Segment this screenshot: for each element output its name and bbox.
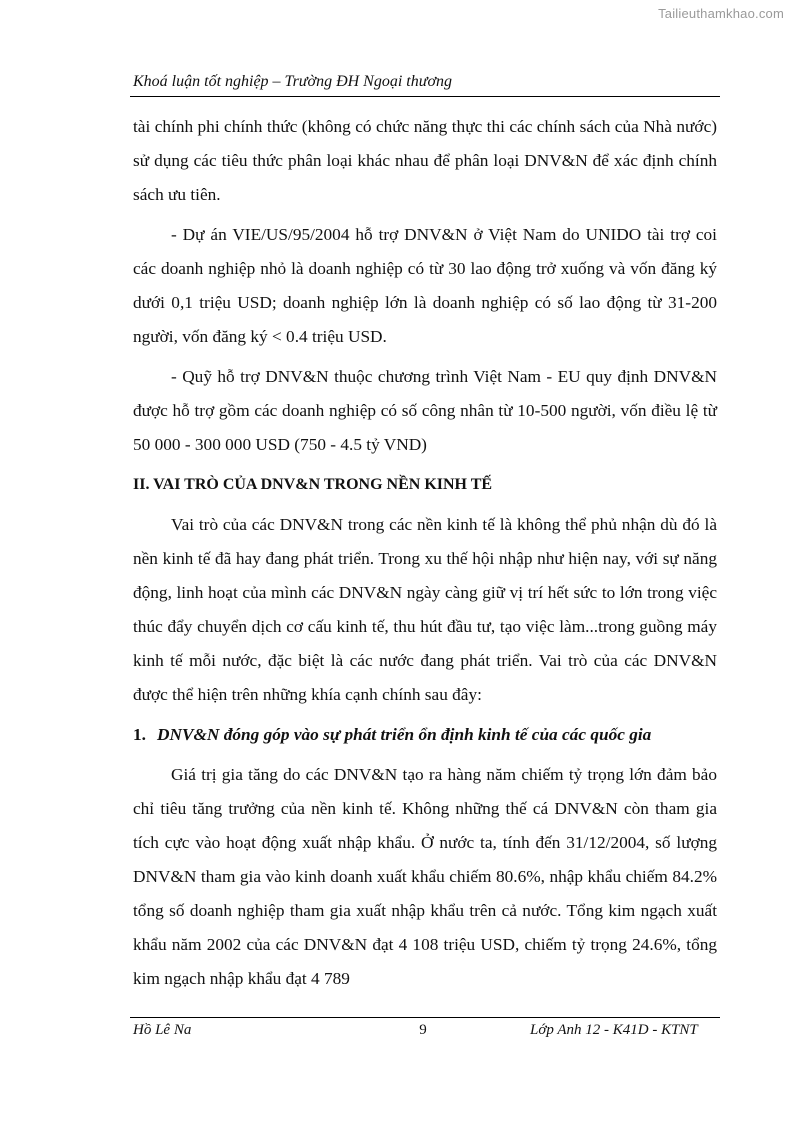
paragraph: tài chính phi chính thức (không có chức năng thực thi các chính sách của Nhà nước) sử dụng các tiêu thức phân loại khác nhau để phân loại DNV&N để xác định chính sách ưu tiên. bbox=[133, 117, 717, 204]
paragraph: Vai trò của các DNV&N trong các nền kinh tế là không thể phủ nhận dù đó là nền kinh tế đã hay đang phát triển. Trong xu thế hội nhập như hiện nay, với sự năng động, linh hoạt của mình các DNV&N ngày càng giữ vị trí hết sức to lớn trong việc thúc đẩy chuyển dịch cơ cấu kinh tế, thu hút đầu tư, tạo việc làm...trong guồng máy kinh tế mỗi nước, đặc biệt là các nước đang phát triển. Vai trò của các DNV&N được thể hiện trên những khía cạnh chính sau đây: bbox=[133, 515, 717, 704]
paragraph: - Dự án VIE/US/95/2004 hỗ trợ DNV&N ở Việt Nam do UNIDO tài trợ coi các doanh nghiệp nhỏ là doanh nghiệp có từ 30 lao động trở xuống và vốn đăng ký dưới 0,1 triệu USD; doanh nghiệp lớn là doanh nghiệp có số lao động từ 31-200 người, vốn đăng ký < 0.4 triệu USD. bbox=[133, 225, 717, 346]
subsection-number: 1. bbox=[133, 725, 146, 744]
footer-author: Hồ Lê Na bbox=[133, 1022, 192, 1038]
footer-class: Lớp Anh 12 - K41D - KTNT bbox=[530, 1022, 698, 1038]
section-heading: II. VAI TRÒ CỦA DNV&N TRONG NỀN KINH TẾ bbox=[133, 476, 493, 493]
header-divider bbox=[130, 96, 720, 97]
footer-divider bbox=[130, 1017, 720, 1018]
page-header: Khoá luận tốt nghiệp – Trường ĐH Ngoại thương bbox=[133, 73, 452, 90]
paragraph: Giá trị gia tăng do các DNV&N tạo ra hàng năm chiếm tỷ trọng lớn đảm bảo chỉ tiêu tăng trưởng của nền kinh tế. Không những thế cá DNV&N còn tham gia tích cực vào hoạt động xuất nhập khẩu. Ở nước ta, tính đến 31/12/2004, số lượng DNV&N tham gia vào kinh doanh xuất khẩu chiếm 80.6%, nhập khẩu chiếm 84.2% tổng số doanh nghiệp tham gia xuất nhập khẩu trên cả nước. Tổng kim ngạch xuất khẩu năm 2002 của các DNV&N đạt 4 108 triệu USD, chiếm tỷ trọng 24.6%, tổng kim ngạch nhập khẩu đạt 4 789 bbox=[133, 765, 717, 988]
subsection-title: DNV&N đóng góp vào sự phát triển ổn định kinh tế của các quốc gia bbox=[157, 725, 652, 744]
watermark-text: Tailieuthamkhao.com bbox=[658, 6, 784, 21]
page-number: 9 bbox=[419, 1022, 427, 1038]
paragraph: - Quỹ hỗ trợ DNV&N thuộc chương trình Việt Nam - EU quy định DNV&N được hỗ trợ gồm các doanh nghiệp có số công nhân từ 10-500 người, vốn điều lệ từ 50 000 - 300 000 USD (750 - 4.5 tỷ VND) bbox=[133, 367, 717, 454]
page-body bbox=[133, 110, 717, 996]
subsection-heading bbox=[133, 718, 717, 752]
